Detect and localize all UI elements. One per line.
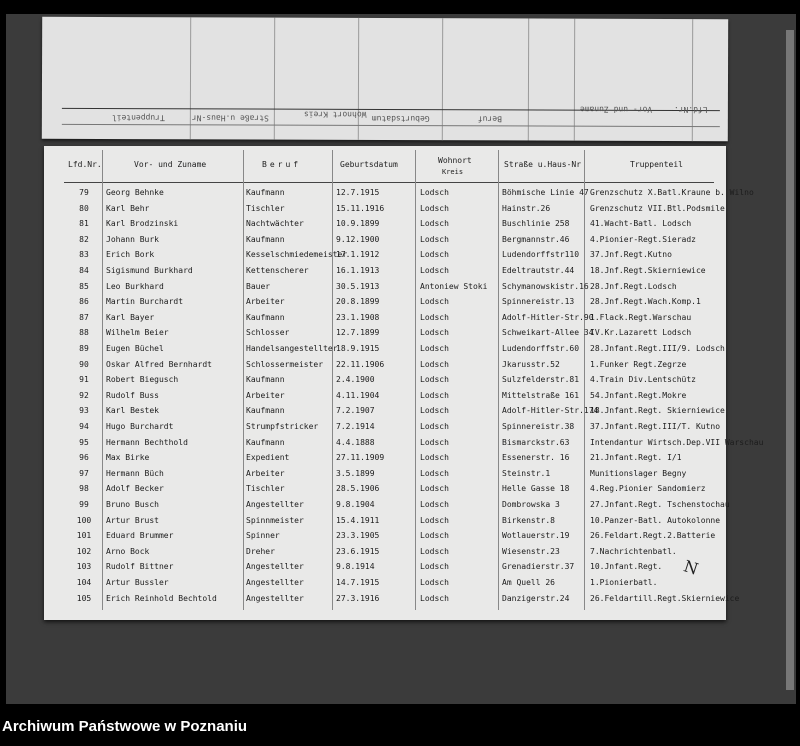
- row-nr: 105: [76, 593, 92, 603]
- row-wohnort: Lodsch: [420, 250, 449, 260]
- row-strasse: Schweikart-Allee 34: [502, 328, 594, 338]
- table-row: [44, 186, 754, 202]
- row-name: Arno Bock: [106, 546, 150, 556]
- row-wohnort: Lodsch: [420, 390, 449, 400]
- row-strasse: Danzigerstr.24: [502, 593, 570, 603]
- row-beruf: Spinnmeister: [246, 515, 304, 525]
- table-row: [44, 311, 726, 327]
- row-strasse: Edeltrautstr.44: [502, 266, 575, 275]
- row-nr: 97: [79, 468, 89, 478]
- table-row: [44, 342, 726, 358]
- row-name: Hermann Bechthold: [106, 437, 188, 447]
- row-geburtsdatum: 9.8.1914: [336, 562, 375, 572]
- handwritten-mark: N: [681, 556, 701, 579]
- row-name: Max Birke: [106, 453, 150, 463]
- table-row: [44, 592, 740, 608]
- row-truppenteil: 1.Funker Regt.Zegrze: [590, 359, 687, 369]
- row-nr: 88: [79, 328, 89, 338]
- row-name: Rudolf Bittner: [106, 562, 174, 572]
- row-wohnort: Lodsch: [420, 312, 449, 322]
- row-name: Karl Bayer: [106, 312, 155, 322]
- row-beruf: Schlosser: [246, 328, 290, 338]
- row-beruf: Bauer: [246, 281, 271, 291]
- row-truppenteil: 21.Jnfant.Regt. I/1: [590, 453, 682, 463]
- row-name: Leo Burkhard: [106, 281, 164, 291]
- row-beruf: Kesselschmiedemeister: [246, 250, 348, 260]
- row-strasse: Helle Gasse 18: [502, 484, 570, 494]
- table-row: [44, 498, 730, 514]
- mirrored-header-strasse: Straße u.Haus-Nr: [191, 113, 269, 123]
- table-row: [44, 217, 726, 233]
- table-row: [44, 326, 726, 342]
- row-beruf: Kaufmann: [246, 375, 285, 385]
- row-beruf: Kaufmann: [246, 406, 285, 416]
- row-strasse: Hainstr.26: [502, 203, 551, 213]
- row-name: Bruno Busch: [106, 500, 159, 509]
- row-nr: 94: [79, 422, 89, 431]
- row-strasse: Essenerstr. 16: [502, 453, 570, 463]
- row-geburtsdatum: 2.4.1900: [336, 375, 375, 385]
- row-beruf: Schlossermeister: [246, 359, 324, 369]
- row-beruf: Dreher: [246, 546, 275, 556]
- row-truppenteil: 26.Feldart.Regt.2.Batterie: [590, 531, 716, 541]
- row-geburtsdatum: 15.4.1911: [336, 515, 380, 525]
- row-beruf: Spinner: [246, 531, 280, 541]
- row-truppenteil: IV.Kr.Lazarett Lodsch: [590, 328, 692, 338]
- row-geburtsdatum: 10.9.1899: [336, 219, 380, 229]
- row-truppenteil: 37.Jnfant.Regt.III/T. Kutno: [590, 422, 721, 431]
- row-wohnort: Lodsch: [420, 531, 449, 541]
- table-row: [44, 436, 764, 452]
- row-truppenteil: 26.Feldartill.Regt.Skierniewice: [590, 593, 740, 603]
- row-wohnort: Lodsch: [420, 437, 449, 447]
- row-truppenteil: Grenzschutz VII.Btl.Podsmile: [590, 203, 725, 213]
- row-truppenteil: 1.Pionierbatl.: [590, 578, 658, 587]
- table-row: [44, 560, 726, 576]
- row-wohnort: Lodsch: [420, 359, 449, 369]
- row-geburtsdatum: 16.1.1913: [336, 266, 380, 275]
- row-name: Karl Brodzinski: [106, 219, 179, 229]
- row-truppenteil: 18.Jnf.Regt.Skierniewice: [590, 266, 706, 275]
- row-geburtsdatum: 7.2.1907: [336, 406, 375, 416]
- row-wohnort: Antoniew Stoki: [420, 281, 488, 291]
- row-nr: 92: [79, 390, 89, 400]
- table-row: [44, 358, 726, 374]
- row-truppenteil: 27.Jnfant.Regt. Tschenstochau: [590, 500, 730, 509]
- row-strasse: Steinstr.1: [502, 468, 551, 478]
- row-name: Hugo Burchardt: [106, 422, 174, 431]
- row-strasse: Jkarusstr.52: [502, 359, 560, 369]
- row-beruf: Angestellter: [246, 562, 304, 572]
- row-beruf: Kaufmann: [246, 312, 285, 322]
- row-beruf: Expedient: [246, 453, 290, 463]
- row-strasse: Böhmische Linie 47: [502, 188, 589, 197]
- row-wohnort: Lodsch: [420, 578, 449, 587]
- row-geburtsdatum: 4.11.1904: [336, 390, 380, 400]
- row-strasse: Adolf-Hitler-Str.90: [502, 312, 594, 322]
- header-geburtsdatum: Geburtsdatum: [340, 160, 398, 169]
- row-wohnort: Lodsch: [420, 562, 449, 572]
- row-truppenteil: Munitionslager Begny: [590, 468, 687, 478]
- header-nr: Lfd.Nr.: [68, 160, 102, 169]
- header-strasse: Straße u.Haus-Nr: [504, 160, 582, 169]
- row-nr: 95: [79, 437, 89, 447]
- row-name: Eduard Brummer: [106, 531, 174, 541]
- table-row: [44, 389, 726, 405]
- row-strasse: Spinnereistr.13: [502, 297, 575, 307]
- row-wohnort: Lodsch: [420, 515, 449, 525]
- row-name: Sigismund Burkhard: [106, 266, 193, 275]
- row-name: Johann Burk: [106, 234, 159, 244]
- row-wohnort: Lodsch: [420, 406, 449, 416]
- row-wohnort: Lodsch: [420, 593, 449, 603]
- row-nr: 104: [76, 578, 92, 587]
- row-beruf: Angestellter: [246, 578, 304, 587]
- row-truppenteil: 28.Jnfant.Regt.III/9. Lodsch: [590, 344, 725, 353]
- row-strasse: Ludendorffstr.60: [502, 344, 580, 353]
- row-strasse: Sulzfelderstr.81: [502, 375, 580, 385]
- mirrored-header-geburtsdatum: Geburtsdatum: [371, 113, 430, 124]
- row-name: Eugen Büchel: [106, 344, 164, 353]
- row-beruf: Strumpfstricker: [246, 422, 319, 431]
- row-wohnort: Lodsch: [420, 266, 449, 275]
- row-wohnort: Lodsch: [420, 297, 449, 307]
- header-truppenteil: Truppenteil: [630, 160, 683, 169]
- table-row: [44, 451, 726, 467]
- row-beruf: Handelsangestellter: [246, 344, 338, 353]
- row-geburtsdatum: 14.7.1915: [336, 578, 380, 587]
- row-wohnort: Lodsch: [420, 188, 449, 197]
- row-geburtsdatum: 27.3.1916: [336, 593, 380, 603]
- row-beruf: Tischler: [246, 203, 285, 213]
- row-geburtsdatum: 7.2.1914: [336, 422, 375, 431]
- row-truppenteil: Intendantur Wirtsch.Dep.VII Warschau: [590, 437, 764, 447]
- row-wohnort: Lodsch: [420, 484, 449, 494]
- row-beruf: Nachtwächter: [246, 219, 304, 229]
- table-header: [44, 146, 726, 182]
- mirrored-header-wohnort: Wohnort Kreis: [303, 109, 367, 119]
- row-wohnort: Lodsch: [420, 422, 449, 431]
- table-row: [44, 280, 726, 296]
- row-nr: 103: [76, 562, 92, 572]
- row-name: Adolf Becker: [106, 484, 164, 494]
- row-name: Martin Burchardt: [106, 297, 184, 307]
- row-wohnort: Lodsch: [420, 328, 449, 338]
- row-name: Wilhelm Beier: [106, 328, 169, 338]
- table-row: [44, 404, 726, 420]
- header-kreis: Kreis: [442, 168, 464, 176]
- row-beruf: Angestellter: [246, 593, 304, 603]
- table-row: [44, 233, 726, 249]
- row-strasse: Am Quell 26: [502, 578, 555, 587]
- row-wohnort: Lodsch: [420, 468, 449, 478]
- row-beruf: Arbeiter: [246, 390, 285, 400]
- row-name: Artur Brust: [106, 515, 159, 525]
- row-geburtsdatum: 27.11.1909: [336, 453, 385, 463]
- table-row: [44, 202, 726, 218]
- row-strasse: Wiesenstr.23: [502, 546, 560, 556]
- row-nr: 83: [79, 250, 89, 260]
- row-nr: 81: [79, 219, 89, 229]
- row-strasse: Spinnereistr.38: [502, 422, 575, 431]
- table-row: [44, 248, 726, 264]
- table-row: [44, 545, 726, 561]
- row-geburtsdatum: 3.5.1899: [336, 468, 375, 478]
- row-beruf: Kaufmann: [246, 234, 285, 244]
- mirrored-header-name: Vor- und Zuname: [579, 104, 653, 114]
- row-strasse: Dombrowska 3: [502, 500, 560, 509]
- table-row: [44, 295, 726, 311]
- row-beruf: Kettenscherer: [246, 266, 309, 275]
- row-truppenteil: 18.Jnfant.Regt. Skierniewice: [590, 406, 725, 416]
- row-name: Erich Bork: [106, 250, 155, 260]
- row-strasse: Buschlinie 258: [502, 219, 570, 229]
- row-name: Erich Reinhold Bechtold: [106, 593, 217, 603]
- row-beruf: Kaufmann: [246, 437, 285, 447]
- row-name: Georg Behnke: [106, 188, 164, 197]
- row-wohnort: Lodsch: [420, 375, 449, 385]
- row-truppenteil: 7.Nachrichtenbatl.: [590, 546, 677, 556]
- row-geburtsdatum: 15.11.1916: [336, 203, 385, 213]
- row-strasse: Bismarckstr.63: [502, 437, 570, 447]
- row-wohnort: Lodsch: [420, 203, 449, 213]
- row-truppenteil: 10.Panzer-Batl. Autokolonne: [590, 515, 721, 525]
- row-strasse: Ludendorffstr110: [502, 250, 580, 260]
- row-wohnort: Lodsch: [420, 546, 449, 556]
- row-strasse: Birkenstr.8: [502, 515, 555, 525]
- table-row: [44, 514, 726, 530]
- row-beruf: Tischler: [246, 484, 285, 494]
- row-truppenteil: 28.Jnf.Regt.Lodsch: [590, 281, 677, 291]
- row-beruf: Arbeiter: [246, 297, 285, 307]
- row-beruf: Kaufmann: [246, 188, 285, 197]
- row-nr: 80: [79, 203, 89, 213]
- row-truppenteil: 4.Train Div.Lentschütz: [590, 375, 696, 385]
- row-name: Karl Bestek: [106, 406, 159, 416]
- row-geburtsdatum: 12.7.1915: [336, 188, 380, 197]
- table-row: [44, 264, 726, 280]
- archive-caption: Archiwum Państwowe w Poznaniu: [2, 718, 248, 735]
- row-name: Rudolf Buss: [106, 390, 159, 400]
- row-strasse: Adolf-Hitler-Str.174: [502, 406, 599, 416]
- row-nr: 96: [79, 453, 89, 463]
- row-name: Robert Biegusch: [106, 375, 179, 385]
- header-beruf: Beruf: [262, 160, 302, 169]
- row-geburtsdatum: 9.12.1900: [336, 234, 380, 244]
- row-nr: 99: [79, 500, 89, 509]
- row-geburtsdatum: 12.7.1899: [336, 328, 380, 338]
- row-truppenteil: Grenzschutz X.Batl.Kraune b. Wilno: [590, 188, 754, 197]
- row-geburtsdatum: 22.11.1906: [336, 359, 385, 369]
- row-truppenteil: 54.Jnfant.Regt.Mokre: [590, 390, 687, 400]
- header-name: Vor- und Zuname: [134, 160, 207, 169]
- row-strasse: Schymanowskistr.16: [502, 281, 589, 291]
- row-nr: 79: [79, 188, 89, 197]
- row-geburtsdatum: 23.6.1915: [336, 546, 380, 556]
- row-nr: 82: [79, 234, 89, 244]
- row-truppenteil: 41.Wacht-Batl. Lodsch: [590, 219, 692, 229]
- row-strasse: Mittelstraße 161: [502, 390, 580, 400]
- row-truppenteil: 37.Jnf.Regt.Kutno: [590, 250, 672, 260]
- mirrored-header-truppenteil: Truppenteil: [111, 113, 165, 123]
- row-wohnort: Lodsch: [420, 500, 449, 509]
- row-geburtsdatum: 4.4.1888: [336, 437, 375, 447]
- row-geburtsdatum: 9.8.1904: [336, 500, 375, 509]
- table-row: [44, 482, 726, 498]
- table-row: [44, 420, 726, 436]
- row-nr: 84: [79, 266, 89, 275]
- row-wohnort: Lodsch: [420, 344, 449, 353]
- row-strasse: Bergmannstr.46: [502, 234, 570, 244]
- row-nr: 87: [79, 312, 89, 322]
- row-wohnort: Lodsch: [420, 453, 449, 463]
- row-nr: 85: [79, 281, 89, 291]
- table-row: [44, 373, 726, 389]
- row-beruf: Angestellter: [246, 500, 304, 509]
- row-nr: 90: [79, 359, 89, 369]
- reverse-card: [42, 17, 728, 141]
- table-row: [44, 529, 726, 545]
- register-sheet: [44, 146, 764, 620]
- row-nr: 98: [79, 484, 89, 494]
- row-nr: 93: [79, 406, 89, 416]
- header-wohnort: Wohnort: [438, 156, 472, 165]
- row-geburtsdatum: 20.8.1899: [336, 297, 380, 307]
- row-truppenteil: 4.Pionier-Regt.Sieradz: [590, 234, 696, 244]
- row-wohnort: Lodsch: [420, 219, 449, 229]
- row-truppenteil: 10.Jnfant.Regt.: [590, 562, 663, 572]
- mirrored-header-nr: Lfd.Nr.: [673, 105, 708, 115]
- row-name: Hermann Büch: [106, 468, 164, 478]
- row-truppenteil: 1.Flack.Regt.Warschau: [590, 312, 692, 322]
- table-row: [44, 467, 726, 483]
- row-truppenteil: 4.Reg.Pionier Sandomierz: [590, 484, 706, 494]
- row-beruf: Arbeiter: [246, 468, 285, 478]
- row-name: Karl Behr: [106, 203, 150, 213]
- film-edge: [786, 30, 794, 690]
- table-row: [44, 576, 726, 592]
- row-geburtsdatum: 23.1.1908: [336, 312, 380, 322]
- row-name: Artur Bussler: [106, 578, 169, 587]
- row-wohnort: Lodsch: [420, 234, 449, 244]
- row-geburtsdatum: 30.5.1913: [336, 281, 380, 291]
- row-nr: 89: [79, 344, 89, 353]
- row-nr: 102: [76, 546, 92, 556]
- row-geburtsdatum: 28.5.1906: [336, 484, 380, 494]
- row-geburtsdatum: 17.1.1912: [336, 250, 380, 260]
- row-name: Oskar Alfred Bernhardt: [106, 359, 212, 369]
- row-geburtsdatum: 18.9.1915: [336, 344, 380, 353]
- row-strasse: Grenadierstr.37: [502, 562, 575, 572]
- row-nr: 100: [76, 515, 92, 525]
- mirrored-header-beruf: Beruf: [477, 114, 502, 124]
- row-strasse: Wotlauerstr.19: [502, 531, 570, 541]
- row-nr: 91: [79, 375, 89, 385]
- row-nr: 101: [76, 531, 92, 541]
- row-truppenteil: 28.Jnf.Regt.Wach.Komp.1: [590, 297, 701, 307]
- row-nr: 86: [79, 297, 89, 307]
- row-geburtsdatum: 23.3.1905: [336, 531, 380, 541]
